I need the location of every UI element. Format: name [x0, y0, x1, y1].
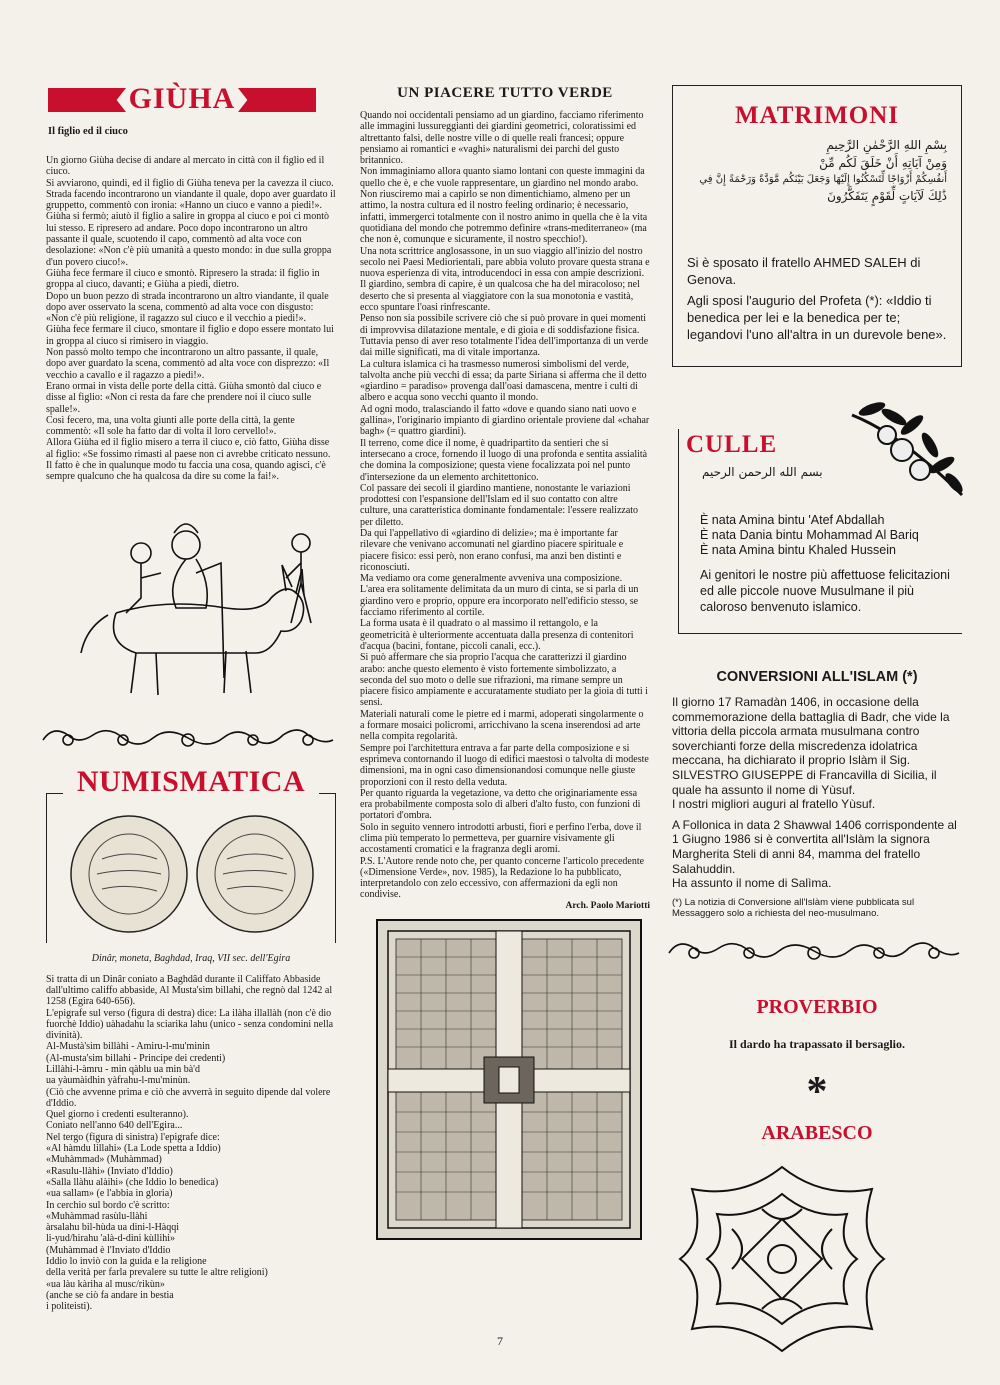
- paragraph: Dopo un buon pezzo di strada incontrarono un altro viandante, il quale dopo aver osservato la scena, commentò ad alta voce con disgusto: «Non c'è più religione, il ragazzo sul ciuco e il vecchio a piedi!».: [46, 290, 329, 325]
- paragraph: Materiali naturali come le pietre ed i marmi, adoperati singolarmente o a formare mosaici policromi, arricchivano la scena inserendosi ad arte nella compita regolarità.: [360, 708, 644, 743]
- paragraph: (anche se ciò fa andare in bestia: [46, 1289, 174, 1301]
- paragraph: (Ciò che avvenne prima e ciò che avverrà in seguito dipende dal volere d'Iddio.: [46, 1086, 331, 1109]
- paragraph: Ma vediamo ora come generalmente avveniva una composizione.: [360, 573, 623, 585]
- conversioni-text: [672, 695, 962, 891]
- red-banner-left: [48, 88, 126, 112]
- paragraph: ua yàumàidhin yàfrahu-l-mu'minùn.: [46, 1075, 191, 1087]
- left-column: [46, 82, 336, 1313]
- paragraph: Tuttavia penso di aver reso totalmente l'idea dell'importanza di un verde dai mille significati, ma di vitale importanza.: [360, 335, 649, 359]
- paragraph: «Salla llàhu alàihi» (che Iddio lo benedica): [46, 1176, 219, 1188]
- paragraph: Il terreno, come dice il nome, è quadripartito da sentieri che si intersecano a croce, fornendo il luogo di una profonda e sentita assialità che domina la composizione; questa viene focalizzata poi nel punto d'intersezione da un elemento architettonico.: [360, 437, 648, 483]
- paragraph: Non immaginiamo allora quanto siamo lontani con queste immagini da quello che è, e che vuole rappresentare, un giardino nel mondo arabo.: [360, 166, 645, 189]
- numismatica-frame: [46, 793, 336, 943]
- list-item: È nata Amina bintu 'Atef Abdallah: [700, 513, 885, 527]
- asterisk-separator: *: [806, 1068, 828, 1115]
- arabesque-ornament: [672, 1159, 892, 1359]
- list-item: È nata Dania bintu Mohammad Al Bariq: [700, 528, 919, 542]
- births-list: [700, 513, 962, 558]
- coin-images: [67, 809, 317, 939]
- paragraph: Nel tergo (figura di sinistra) l'epigrafe dice:: [46, 1131, 220, 1143]
- matrimoni-wish: Agli sposi l'augurio del Profeta (*): «Iddio ti benedica per lei e la benedica per te; legandovi l'uno all'altra in un durevole bene».: [687, 293, 947, 342]
- paragraph: La cultura islamica ci ha trasmesso numerosi simbolismi del verde, talvolta anche più vecchi di essa; da parte Siriana si afferma che il detto «giardino = paradiso» provenga dall'oasi damascena, mentre i culti di albero e acqua sono vecchi quanto il mondo.: [360, 358, 647, 404]
- paragraph: L'epigrafe sul verso (figura di destra) dice: La ilàha illallàh (non c'è dio fuorchè Iddio) uàhadahu la sciarika lahu (unico - senza condomini nella divinità).: [46, 1007, 334, 1042]
- paragraph: P.S. L'Autore rende noto che, per quanto concerne l'articolo precedente («Dimensione Verde», nov. 1985), la Redazione lo ha pubblicato, interpretandolo con zelo eccessivo, con affermazioni da egli non condivise.: [360, 855, 645, 901]
- coin-caption: Dinâr, moneta, Baghdad, Iraq, VII sec. dell'Egira: [91, 952, 291, 964]
- paragraph: Sempre poi l'architettura entrava a far parte della composizione e si esprimeva contornando il luogo di edifici maestosi o talvolta di modeste dimensioni, ma in ogni caso dimensionandosi comunque nelle giuste proporzioni con il resto della veduta.: [360, 742, 649, 788]
- paragraph: Si può affermare che sia proprio l'acqua che caratterizzi il giardino arabo: anche questo elemento è visto fortemente simbolizzato, a seconda del suo moto o delle sue rifrazioni, ma rimane sempre un piacere fisico ampiamente e accuratamente studiato per la gioia di tutti i sensi.: [360, 652, 648, 709]
- paragraph: Ad ogni modo, tralasciando il fatto «dove e quando siano nati uovo e gallina», l'originario impianto di giardino orientale proviene dal «chahar bagh» (= quattro giardini).: [360, 403, 650, 438]
- leaf-branch-icon: [842, 395, 972, 505]
- arabesco-title: ARABESCO: [761, 1121, 873, 1144]
- paragraph: Lillàhi-l-àmru - min qàblu ua min bà'd: [46, 1063, 200, 1075]
- paragraph: «Muhàmmad rasùlu-llàhi: [46, 1210, 148, 1222]
- paragraph: Al-Mustà'sim billàhi - Amiru-l-mu'minin: [46, 1041, 210, 1053]
- paragraph: i politeisti).: [46, 1301, 93, 1313]
- numismatica-title: NUMISMATICA: [76, 764, 306, 798]
- proverbio-text: Il dardo ha trapassato il bersaglio.: [728, 1036, 905, 1051]
- paragraph: Così fecero, ma, una volta giunti alle porte della città, la gente commentò: «Il sole ha fatto dar di volta il loro cervello!».: [46, 414, 295, 438]
- paragraph: Si tratta di un Dinâr coniato a Baghdâd durante il Califfato Abbaside dall'ultimo califfo abbaside, Al Musta'sim billahi, che regnò dal 1242 al 1258 (Egira 640-656).: [46, 973, 333, 1008]
- paragraph: Col passare dei secoli il giardino mantiene, nonostante le variazioni prodottesi con l'espansione dell'Islam ed il suo contatto con altre culture, una caratteristica dominante fondamentale: l'essere realizzato per diletto.: [360, 482, 639, 528]
- paragraph: Erano ormai in vista delle porte della città. Giùha smontò dal ciuco e disse al figlio: «Non ci resta da fare che prendere noi il ciuco sulle spalle!».: [46, 380, 322, 415]
- paragraph: Ha assunto il nome di Salìma.: [672, 876, 832, 891]
- matrimoni-announcement: Si è sposato il fratello AHMED SALEH di Genova.: [687, 255, 921, 287]
- paragraph: La forma usata è il quadrato o al massimo il rettangolo, e la geometricità è ulteriormente accentuata dalla presenza di contenitori d'acqua (bacini, fontane, piccoli canali, ecc.).: [360, 618, 634, 652]
- page-number: 7: [497, 1334, 503, 1348]
- paragraph: «ua sallam» (e l'abbia in gloria): [46, 1188, 173, 1200]
- paragraph: Strada facendo incontrarono un viandante il quale, dopo aver guardato il gruppetto, commentò con ironia: «Hanno un ciuco e vanno a piedi!».: [46, 188, 336, 212]
- paragraph: «ua làu kàriha al musc/rikùn»: [46, 1278, 165, 1290]
- basmala: بسم الله الرحمن الرحيم: [702, 465, 823, 479]
- paragraph: Per quanto riguarda la vegetazione, va detto che originariamente essa era probabilmente composta solo di alberi d'alto fusto, con funzioni di portatori d'ombra.: [360, 787, 641, 822]
- paragraph: L'area era solitamente delimitata da un muro di cinta, se si parla di un giardino vero e proprio, oppure era incorporato nell'edificio stesso, se facciamo riferimento al cortile.: [360, 584, 639, 619]
- paragraph: I nostri migliori auguri al fratello Yùsuf.: [672, 797, 876, 812]
- arabic-line: أَنفُسِكُمْ أَزْوَاجًا لِّتَسْكُنُوا إِلَيْهَا وَجَعَلَ بَيْنَكُم مَّوَدَّةً وَرَحْمَةً إِنَّ فِي: [699, 174, 947, 185]
- conversioni-title: CONVERSIONI ALL'ISLAM (*): [716, 669, 918, 685]
- giuha-subtitle: Il figlio ed il ciuco: [48, 126, 128, 137]
- paragraph: della verità per farla prevalere su tutte le altre religioni): [46, 1267, 268, 1279]
- paragraph: Giùha fece fermare il ciuco, smontare il figlio e dopo essere montato lui in groppa al ciuco si rimisero in viaggio.: [46, 324, 334, 347]
- proverbio-title: PROVERBIO: [756, 995, 878, 1018]
- culle-wish: Ai genitori le nostre più affettuose felicitazioni ed alle piccole nuove Musulmane il più caloroso benvenuto islamico.: [700, 568, 950, 614]
- conversioni-note: (*) La notizia di Conversione all'Islàm viene pubblicata sul Messaggero solo a richiesta del neo-musulmano.: [672, 896, 915, 919]
- giuha-story: [46, 155, 336, 483]
- paragraph: Non passò molto tempo che incontrarono un altro passante, il quale, dopo aver guardato la scena, commentò ad alta voce con disprezzo: «Il vecchio a cavallo e il ragazzo a piedi!».: [46, 347, 330, 381]
- paragraph: Giùha si fermò; aiutò il figlio a salire in groppa al ciuco e poi ci montò lui stesso. E ripresero ad andare. Poco dopo incontrarono un altro passante il quale, scuotendo il capo, commentò ad alta voce con desolazione: «Non c'è più umanità a questo mondo: in due sulla groppa d'un povero ciuco!».: [46, 211, 332, 268]
- matrimoni-title: MATRIMONI: [734, 102, 900, 129]
- paragraph: Una nota scrittrice anglosassone, in un suo viaggio all'inizio del nostro secolo nei Paesi Mediorientali, pare abbia voluto provare questa strana e nuova esperienza di vita, introducendoci in essa con ampie descrizioni.: [360, 245, 650, 280]
- giuha-title: GIÙHA: [128, 82, 236, 115]
- arabic-line: وَمِنْ آيَاتِهِ أَنْ خَلَقَ لَكُم مِّنْ: [819, 156, 947, 170]
- paragraph: Quando noi occidentali pensiamo ad un giardino, facciamo riferimento alle immagini lussureggianti dei giardini geometrici, coloratissimi ed altrettanto falsi, delle nostre ville o di quelle reali francesi; oppure pensiamo ai romantici e «vaghi» naturalismi dei parchi del gusto britannico.: [360, 110, 644, 167]
- arabic-line: ذَٰلِكَ لَآيَاتٍ لِّقَوْمٍ يَتَفَكَّرُونَ: [827, 189, 947, 203]
- piacere-title: UN PIACERE TUTTO VERDE: [397, 85, 613, 101]
- paragraph: «Rasulu-llàhi» (Inviato d'Iddio): [46, 1165, 173, 1177]
- red-banner-right: [238, 88, 316, 112]
- numismatica-section: [46, 765, 336, 1313]
- paragraph: Il giardino, sembra di capire, è un qualcosa che ha del miracoloso; nel deserto che si presenta al viaggiatore con la sua monotonia e vastità, ecco spuntare l'oasi rinfrescante.: [360, 279, 640, 314]
- paragraph: In cerchio sul bordo c'è scritto:: [46, 1199, 170, 1211]
- paragraph: Non riusciremo mai a capirlo se non dimentichiamo, almeno per un attimo, la nostra cultura ed il nostro feeling ordinario; è necessario, infatti, immergerci totalmente con il nostro animo in quella che è la vita quotidiana del mondo che potremmo definire «trans-mediterraneo» (ma che non è, comunque e sicuramente, il nostro specchio!).: [360, 189, 648, 246]
- numismatica-text: [46, 974, 336, 1313]
- paragraph: Penso non sia possibile scrivere ciò che si può provare in quei momenti di improvvisa dilatazione mentale, e di gioia e di soddisfazione fisica.: [360, 313, 647, 336]
- paragraph: Allora Giùha ed il figlio misero a terra il ciuco e, ciò fatto, Giùha disse al figlio: «Se fossimo rimasti al paese non ci avrebbe criticato nessuno. Il fatto è che in qualunque modo tu faccia una cosa, quando agisci, c'è sempre qualcuno che ha qualcosa da dire su come la fai!».: [46, 437, 331, 483]
- paragraph: (Muhàmmad è l'Inviato d'Iddio: [46, 1244, 171, 1256]
- culle-title: CULLE: [686, 431, 778, 458]
- quran-verse: [687, 138, 947, 248]
- paragraph: (Al-musta'sim billahi - Principe dei credenti): [46, 1052, 226, 1064]
- giuha-donkey-illustration: [46, 503, 326, 703]
- matrimoni-box: [672, 85, 962, 367]
- paragraph: «Al hàmdu lillahi» (La Lode spetta a Iddio): [46, 1143, 221, 1155]
- garden-plan-illustration: [374, 917, 644, 1242]
- paragraph: Un giorno Giùha decise di andare al mercato in città con il figlio ed il ciuco.: [46, 155, 325, 178]
- piacere-article: [360, 110, 650, 901]
- article-author: Arch. Paolo Mariotti: [565, 900, 650, 911]
- paragraph: Il giorno 17 Ramadàn 1406, in occasione della commemorazione della battaglia di Badr, che vide la vittoria della piccola armata musulmana contro soverchianti forze della miscredenza idolatrica meccana, ha dichiarato il proprio Islàm il Sig. SILVESTRO GIUSEPPE di Francavilla di Sicilia, il quale ha assunto il nome di Yùsuf.: [672, 695, 950, 797]
- paragraph: «Muhàmmad» (Muhàmmad): [46, 1154, 162, 1166]
- paragraph: Iddio lo inviò con la guida e la religione: [46, 1256, 207, 1268]
- paragraph: Giùha fece fermare il ciuco e smontò. Ripresero la strada: il figlio in groppa al ciuco, davanti; e Giùha a piedi, dietro.: [46, 267, 320, 291]
- paragraph: Da qui l'appellativo di «giardino di delizie»; ma è importante far rilevare che venivano accomunati nel giardino piacere spirituale e piacere fisico: essi però, non erano confusi, ma anzi ben distinti e riconosciuti.: [360, 527, 624, 573]
- giuha-header: [48, 82, 316, 118]
- paragraph: àrsalahu bil-hùda ua dini-l-Hàqqi: [46, 1222, 180, 1234]
- paragraph: Solo in seguito vennero introdotti arbusti, fiori e perfino l'erba, dove il clima più temperato lo permetteva, per guarnire visivamente gli accostamenti cromatici e la fragranza degli aromi.: [360, 821, 642, 856]
- right-column: [672, 85, 962, 1364]
- paragraph: li-yud/hirahu 'alà-d-dini kùllihi»: [46, 1233, 175, 1245]
- paragraph: A Follonica in data 2 Shawwal 1406 corrispondente al 1 Giugno 1986 si è convertita all'Islàm la signora Margherita Steli di anni 84, mamma del fratello Salahuddin.: [672, 817, 957, 876]
- ornamental-divider: [664, 933, 964, 969]
- paragraph: Si avviarono, quindi, ed il figlio di Giùha teneva per la cavezza il ciuco.: [46, 177, 334, 189]
- middle-column: [360, 85, 650, 1247]
- ornamental-divider: [38, 720, 338, 756]
- culle-section: [672, 397, 962, 647]
- list-item: È nata Amina bintu Khaled Hussein: [700, 543, 896, 557]
- paragraph: Coniato nell'anno 640 dell'Egira...: [46, 1120, 183, 1132]
- paragraph: Quel giorno i credenti esulteranno).: [46, 1109, 189, 1121]
- arabic-line: بِسْمِ اللهِ الرَّحْمٰنِ الرَّحِيمِ: [826, 138, 947, 152]
